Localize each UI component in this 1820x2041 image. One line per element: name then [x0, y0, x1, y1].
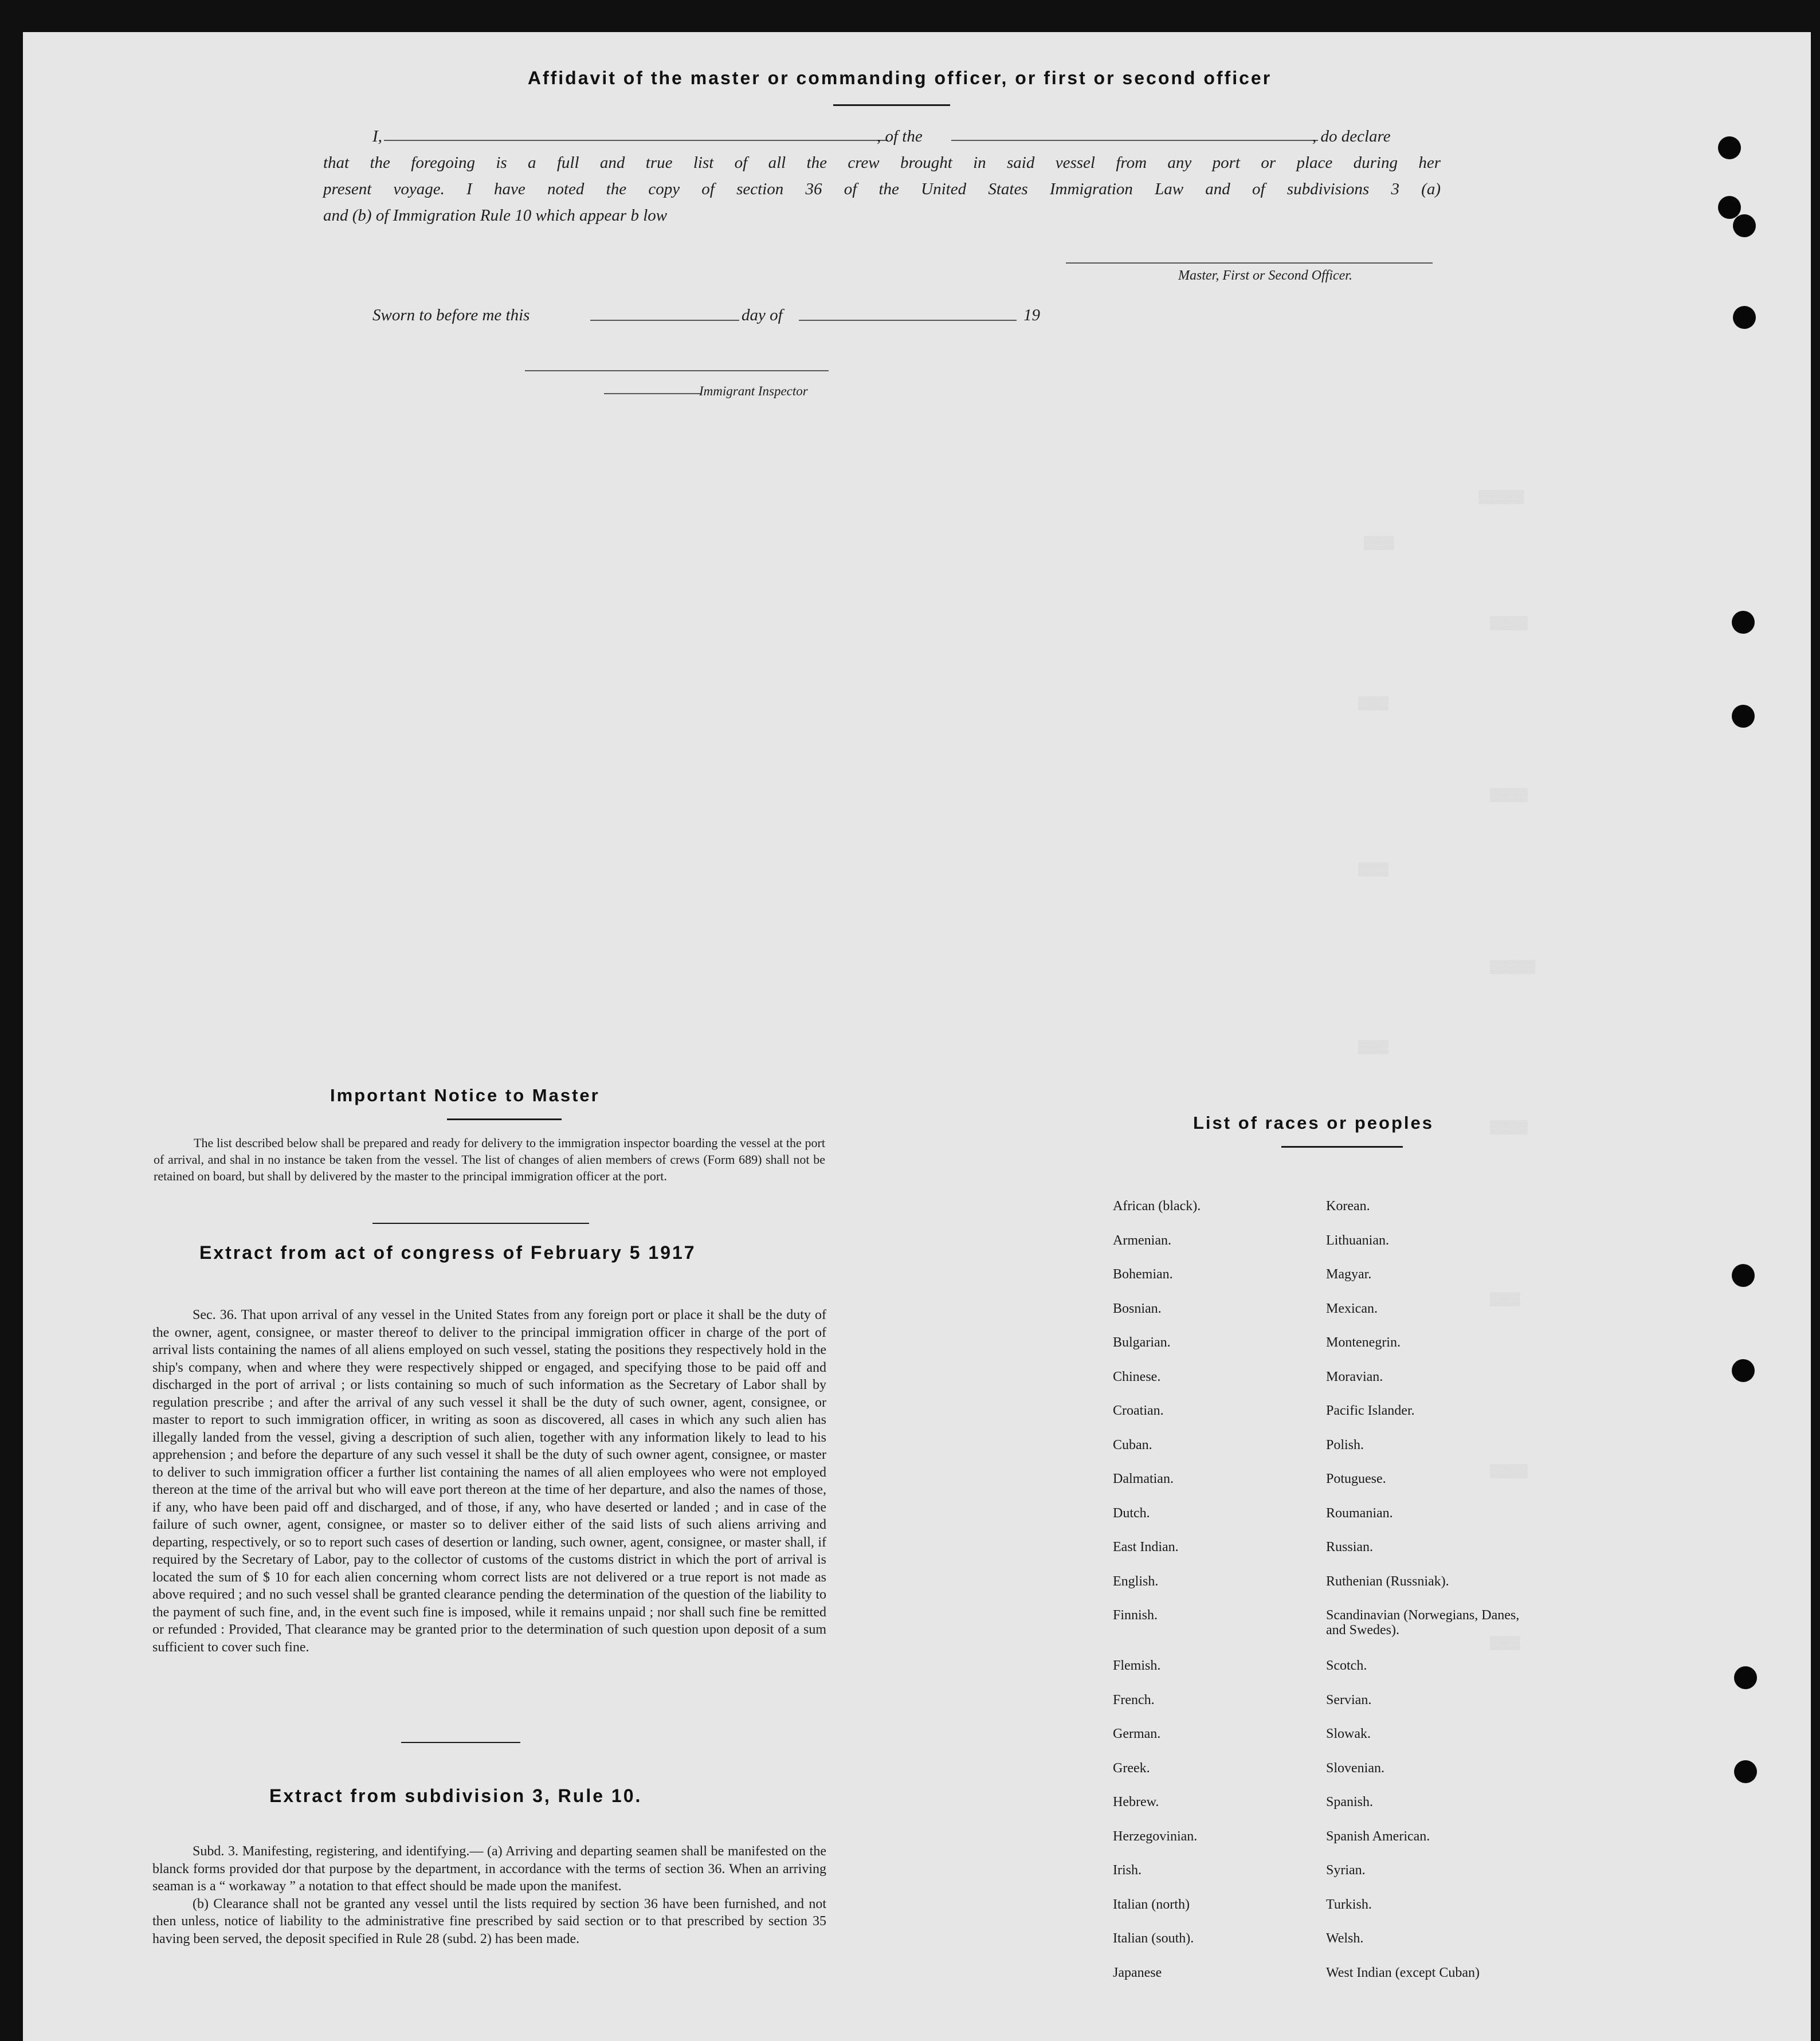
race-item: Potuguese.: [1326, 1471, 1386, 1486]
race-item: Armenian.: [1113, 1233, 1171, 1248]
race-item: Ruthenian (Russniak).: [1326, 1573, 1449, 1589]
race-item: Croatian.: [1113, 1403, 1164, 1418]
affidavit-line2: that the foregoing is a full and true list of all the crew brought in said vessel from any port or place during her: [323, 154, 1441, 172]
inspector-sub-line: [604, 393, 701, 394]
punch-hole: [1734, 1666, 1757, 1689]
race-item: Slovenian.: [1326, 1760, 1384, 1776]
race-item: Bohemian.: [1113, 1267, 1173, 1282]
year-label: 19: [1023, 306, 1040, 324]
race-item: Scandinavian (Norwegians, Danes, and Swedes).: [1326, 1608, 1520, 1638]
rule-title: Extract from subdivision 3, Rule 10.: [269, 1785, 642, 1806]
act-divider: [401, 1742, 520, 1743]
race-item: Italian (south).: [1113, 1931, 1194, 1946]
race-item: Mexican.: [1326, 1301, 1378, 1316]
affidavit-line1-i: I,: [372, 127, 382, 146]
affidavit-title: Affidavit of the master or commanding officer, or first or second officer: [527, 68, 1272, 88]
race-item: Italian (north): [1113, 1897, 1190, 1912]
act-text: Sec. 36. That upon arrival of any vessel in the United States from any foreign port or place it shall be the duty of the owner, agent, consignee, or master thereof to deliver to the principal immigration officer in charge of the port of arrival lists containing the names of all aliens employed on such vessel, stating the positions they respectively hold in the ship's company, when and where they were respectively shipped or engaged, and specifying those to be paid off and discharged in the port of arrival ; or lists containing so much of such information as the Secretary of Labor shall by regulation prescribe ; and after the arrival of any such vessel it shall be the duty of such owner, agent, consignee, or master to report to such immigration officer, in writing as soon as discovered, all cases in which any such alien has illegally landed from the vessel, giving a description of such alien, together with any information likely to lead to his apprehension ; and before the departure of any such vessel it shall be the duty of such owner agent, consignee, or master to deliver to such immigration officer a further list containing the names of all alien employees who were not employed thereon at the time of the arrival but who will eave port thereon at the time of her departure, and also the names of those, if any, who have been paid off and discharged, and of those, if any, who have deserted or landed ; and in case of the failure of such owner, agent, consignee, or master so to deliver either of the said lists of such aliens arriving and departing, respectively, or so to report such cases of desertion or landing, such owner, agent, consignee, or master shall, if required by the Secretary of Labor, pay to the collector of customs of the customs district in which the port of arrival is located the sum of $ 10 for each alien concerning whom correct lists are not delivered or a true report is not made as above required ; and no such vessel shall be granted clearance pending the determination of the question of the liability to the payment of such fine, and, in the event such fine is imposed, while it remains unpaid ; nor shall such fine be remitted or refunded : Provided, That clearance may be granted prior to the determination of such question upon deposit of a sum sufficient to cover such fine.: [152, 1308, 826, 1655]
punch-hole: [1718, 136, 1741, 159]
race-item: Pacific Islander.: [1326, 1403, 1415, 1418]
affidavit-line4: and (b) of Immigration Rule 10 which appear b low: [323, 206, 668, 225]
race-item: Montenegrin.: [1326, 1335, 1401, 1350]
race-item: Moravian.: [1326, 1369, 1383, 1384]
race-item: Dutch.: [1113, 1505, 1150, 1521]
races-title: List of races or peoples: [1193, 1113, 1434, 1133]
race-item: French.: [1113, 1692, 1155, 1708]
race-item: Bulgarian.: [1113, 1335, 1171, 1350]
day-of-label: day of: [742, 306, 783, 324]
race-item: Greek.: [1113, 1760, 1150, 1776]
race-item: Flemish.: [1113, 1658, 1161, 1673]
notice-text: The list described below shall be prepared and ready for delivery to the immigration inspector boarding the vessel at the port of arrival, and shal in no instance be taken from the vessel. The list of changes of alien members of crews (Form 689) shall not be retained on board, but shall by delivered by the master to the principal immigration officer at the port.: [154, 1136, 825, 1183]
affidavit-line1-declare: , do declare: [1312, 127, 1391, 146]
notice-title: Important Notice to Master: [330, 1085, 600, 1105]
name-field[interactable]: [384, 140, 888, 141]
race-item: Turkish.: [1326, 1897, 1372, 1912]
rule-text: Subd. 3. Manifesting, registering, and identifying.— (a) Arriving and departing seamen shall be manifested on the blanck forms provided dor that purpose by the department, in accordance with the terms of section 36. When an arriving seaman is a “ workaway ” a notation to that effect should be made upon the manifest. (b) Clearance shall not be granted any vessel until the lists required by section 36 have been furnished, and not then unless, notice of liability to the administrative fine prescribed by said section or to that prescribed by section 35 having been served, the deposit specified in Rule 28 (subd. 2) has been made.: [152, 1844, 826, 1946]
sworn-day-field[interactable]: [590, 320, 739, 321]
affidavit-line3: present voyage. I have noted the copy of section 36 of the United States Immigration Law and of subdivisions 3 (a): [323, 180, 1441, 198]
affidavit-title-rule: [833, 104, 950, 106]
race-item: Welsh.: [1326, 1931, 1364, 1946]
race-item: Slowak.: [1326, 1726, 1371, 1741]
affidavit-line1-of-the: , of the: [877, 127, 923, 146]
race-item: East Indian.: [1113, 1540, 1179, 1555]
inspector-label: Immigrant Inspector: [699, 384, 808, 398]
race-item: Magyar.: [1326, 1267, 1372, 1282]
punch-hole: [1734, 1760, 1757, 1783]
race-item: German.: [1113, 1726, 1161, 1741]
race-item: Scotch.: [1326, 1658, 1367, 1673]
punch-hole: [1718, 196, 1741, 219]
notice-divider: [372, 1223, 589, 1224]
document-page: ▒▒▒▒▒▒ ▒▒▒▒ ▒▒▒▒▒ ▒▒▒▒ ▒▒▒▒▒ ▒▒▒▒ ▒▒▒▒▒▒ ▒▒▒▒ ▒▒▒▒▒ ▒▒▒▒ ▒▒▒▒▒ ▒▒▒▒ Affidavit of the master or commanding officer, or first or second officer I, , of the , do declare that the foregoing is a full and true list of all the crew brought in said vessel from any port or place during her present voyage. I have noted the copy of section 36 of the United States Immigration Law and of subdivisions 3 (a) and (b) of Immigration Rule 10 which appear b low Master, First or Second Officer. Sworn to before me this day of 19 Immigrant Inspector Important Notice to Master The list described below shall be prepared and ready for delivery to the immigration inspector boarding the vessel at the port of arrival, and shal in no instance be taken from the vessel. The list of changes of alien members of crews (Form 689) shall not be retained on board, but shall by delivered by the master to the principal immigration officer at the port. Extract from act of congress of February 5 1917 Sec. 36. That upon arrival of any vessel in the United States from any foreign port or place it shall be the duty of the owner, agent, consignee, or master thereof to deliver to the principal immigration officer in charge of the port of arrival lists containing the names of all aliens employed on such vessel, stating the positions they respectively hold in the ship's company, when and where they were respectively shipped or engaged, and specifying those to be paid off and discharged in the port of arrival ; or lists containing so much of such information as the Secretary of Labor shall by regulation prescribe ; and after the arrival of any such vessel it shall be the duty of such owner, agent, consignee, or master to report to such immigration officer, in writing as soon as discovered, all cases in which any such alien has illegally landed from the vessel, giving a description of such alien, together with any information likely to lead to his apprehension ; and before the departure of any such vessel it shall be the duty of such owner agent, consignee, or master to deliver to such immigration officer a further list containing the names of all alien employees who were not employed thereon at the time of the arrival but who will eave port thereon at the time of her departure, and also the names of those, if any, who have been paid off and discharged, and of those, if any, who have deserted or landed ; and in case of the failure of such owner, agent, consignee, or master so to deliver either of the said lists of such aliens arriving and departing, respectively, or so to report such cases of desertion or landing, such owner, agent, consignee, or master shall, if required by the Secretary of Labor, pay to the collector of customs of the customs district in which the port of arrival is located the sum of $ 10 for each alien concerning whom correct lists are not delivered or a true report is not made as above required ; and no such vessel shall be granted clearance pending the determination of the question of the liability to the payment of such fine, and, in the event such fine is imposed, while it remains unpaid ; nor shall such fine be remitted or refunded : Provided, That clearance may be granted prior to the determination of such question upon deposit of a sum sufficient to cover such fine. Extract from subdivision 3, Rule 10. Subd. 3. Manifesting, registering, and identifying.— (a) Arriving and departing seamen shall be manifested on the blanck forms provided dor that purpose by the department, in accordance with the terms of section 36. When an arriving seaman is a “ workaway ” a notation to that effect should be made upon the manifest. (b) Clearance shall not be granted any vessel until the lists required by section 36 have been furnished, and not then unless, notice of liability to the administrative fine prescribed by said section or to that prescribed by section 35 having been served, the deposit specified in Rule 28 (subd. 2) has been made. List of races or peoples African (black). Armenian. Bohemian. Bosnian. Bulgarian. Chinese. Croatian. Cuban. Dalmatian. Dutch. East Indian. English. Finnish. Flemish. French. German. Greek. Hebrew. Herzegovinian. Irish. Italian (north) Italian (south). Japanese Korean. Lithuanian. Magyar. Mexican. Montenegrin. Moravian. Pacific Islander. Polish. Potuguese. Roumanian. Russian. Ruthenian (Russniak). Scandinavian (Norwegians, Danes, and Swedes). Scotch. Servian. Slowak. Slovenian. Spanish. Spanish American. Syrian. Turkish. Welsh. West Indian (except Cuban): [23, 32, 1811, 2041]
master-signature-label: Master, First or Second Officer.: [1178, 268, 1352, 283]
sworn-label: Sworn to before me this: [372, 306, 530, 324]
races-title-rule: [1281, 1146, 1403, 1148]
punch-hole: [1732, 705, 1755, 728]
race-item: Roumanian.: [1326, 1505, 1393, 1521]
race-item: Hebrew.: [1113, 1795, 1159, 1810]
race-item: Spanish American.: [1326, 1828, 1430, 1844]
race-item: Lithuanian.: [1326, 1233, 1389, 1248]
sworn-month-field[interactable]: [799, 320, 1017, 321]
punch-hole: [1732, 1264, 1755, 1287]
race-item: Herzegovinian.: [1113, 1828, 1198, 1844]
race-item: Polish.: [1326, 1437, 1364, 1453]
race-item: Chinese.: [1113, 1369, 1161, 1384]
master-signature-line[interactable]: [1066, 262, 1433, 264]
race-item: Syrian.: [1326, 1863, 1366, 1878]
punch-hole: [1732, 611, 1755, 634]
inspector-signature-line[interactable]: [525, 370, 829, 371]
race-item: Finnish.: [1113, 1608, 1158, 1623]
punch-hole: [1732, 1359, 1755, 1382]
race-item: English.: [1113, 1573, 1159, 1589]
race-item: Russian.: [1326, 1540, 1374, 1555]
race-item: Dalmatian.: [1113, 1471, 1174, 1486]
race-item: West Indian (except Cuban): [1326, 1965, 1480, 1980]
race-item: Japanese: [1113, 1965, 1162, 1980]
race-item: Cuban.: [1113, 1437, 1152, 1453]
race-item: Irish.: [1113, 1863, 1142, 1878]
race-item: Bosnian.: [1113, 1301, 1162, 1316]
race-item: African (black).: [1113, 1199, 1201, 1214]
vessel-field[interactable]: [951, 140, 1318, 141]
punch-hole: [1733, 214, 1756, 237]
race-item: Servian.: [1326, 1692, 1372, 1708]
race-item: Korean.: [1326, 1199, 1370, 1214]
race-item: Spanish.: [1326, 1795, 1374, 1810]
punch-hole: [1733, 306, 1756, 329]
notice-title-rule: [447, 1118, 562, 1120]
act-title: Extract from act of congress of February 5 1917: [199, 1242, 696, 1263]
